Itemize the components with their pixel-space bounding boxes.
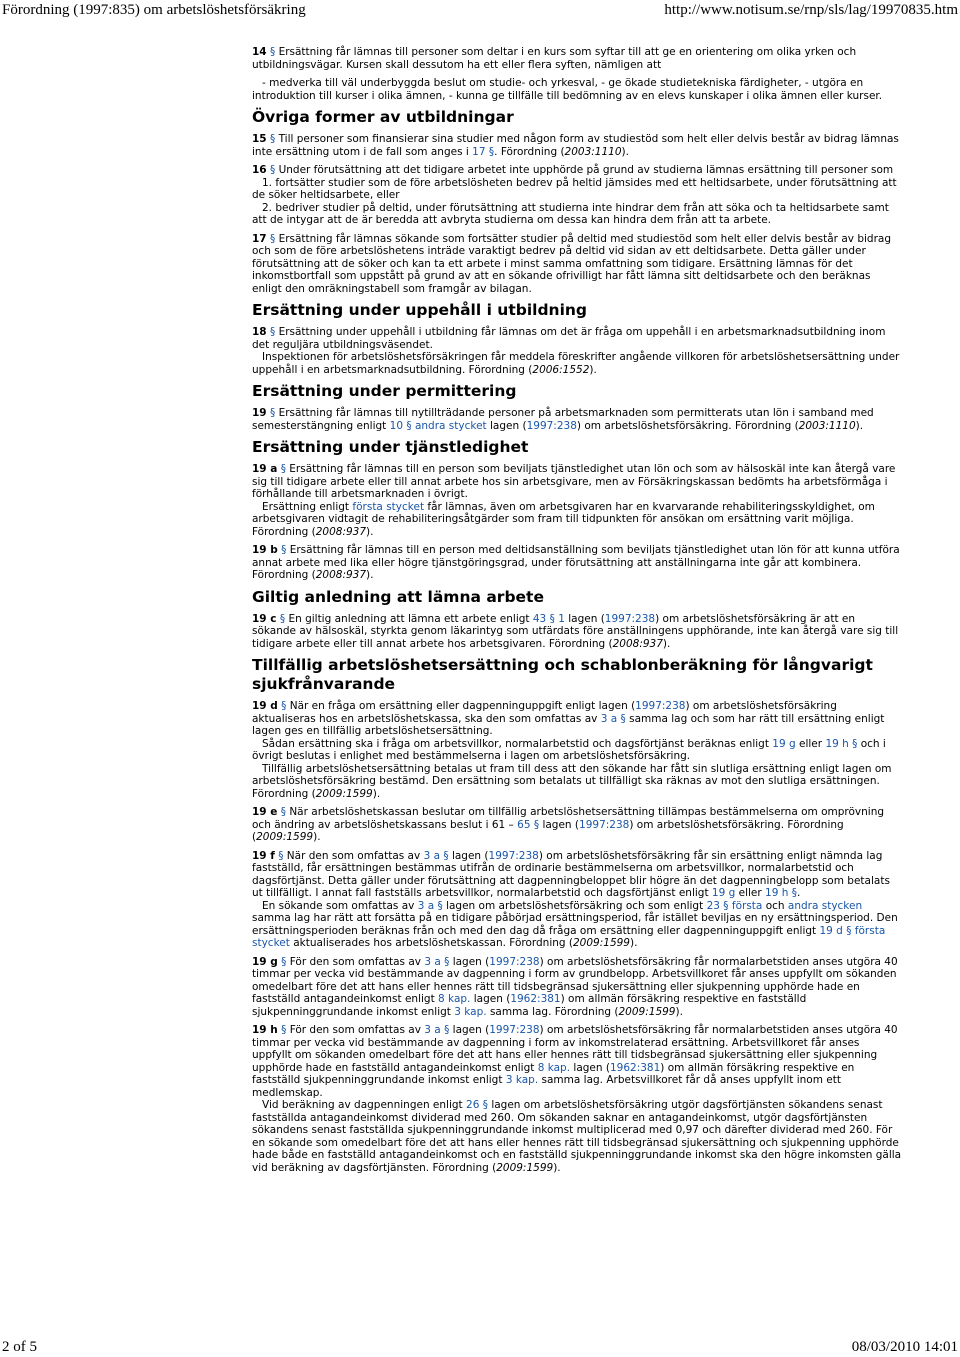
page-number: 2 of 5 <box>2 1339 37 1355</box>
heading-giltig: Giltig anledning att lämna arbete <box>252 587 544 606</box>
section-sign-icon: § <box>437 899 443 912</box>
link-43[interactable]: 43 <box>532 612 547 625</box>
link-1[interactable]: 1 <box>558 612 565 625</box>
paragraph-19a: 19 a § Ersättning får lämnas till en person som beviljats tjänstledighet utan lön och som av hälsoskäl inte kan återgå vare sig till tidigare arbete eller till annat arbete hos sin arbetsgivare, men av Försäkringskassan bedömts ha arbetsförmåga i förhållande till arbetsmarknaden i övrigt. <box>252 463 896 500</box>
section-sign-icon: § <box>281 700 287 712</box>
link-23[interactable]: 23 <box>706 899 720 912</box>
paragraph-19h: 19 h § För den som omfattas av 3 a § lagen (1997:238) om arbetslöshetsförsäkring får normalarbetstiden anses utgöra 40 timmar per vecka vid bestämmande av dagpenning i form av inkomstrelaterad ersättning. Arbetsvillkoret får anses uppfyllt om sökanden omedelbart före det att hans eller hennes rätt till tidsbegränsad sjukersättning eller sjukpenning upphörde hade en fastställd antagandeinkomst enligt 8 kap. lagen (1962:381) om allmän försäkring respektive en fastställd sjukpenninggrundande inkomst enligt 3 kap. samma lag. Arbetsvillkoret får då anses uppfyllt inom ett medlemskap. <box>252 1024 898 1099</box>
link-forsta[interactable]: första <box>731 899 763 912</box>
link-3-kap[interactable]: 3 kap. <box>454 1005 487 1018</box>
link-1997-238[interactable]: 1997:238 <box>604 612 656 625</box>
paragraph-14: 14 § Ersättning får lämnas till personer som deltar i en kurs som syftar till att ge en orientering om olika yrken och utbildningsvägar. Kursen skall dessutom ha ett eller flera syften, nämligen att <box>252 46 857 71</box>
section-sign-icon: § <box>444 1024 450 1036</box>
page-header <box>0 2 960 19</box>
link-10[interactable]: 10 <box>389 419 404 432</box>
link-26[interactable]: 26 <box>466 1099 480 1111</box>
link-17[interactable]: 17 <box>472 145 486 158</box>
section-sign-icon: § <box>279 612 286 625</box>
section-sign-icon: § <box>269 326 276 338</box>
link-3a[interactable]: 3 a <box>424 955 441 968</box>
section-sign-icon: § <box>269 133 276 145</box>
paragraph-19h-2: Vid beräkning av dagpenningen enligt 26 § lagen om arbetslöshetsförsäkring utgör dagsförtjänsten sökandens senast fastställda antagandeinkomst dividerad med 260. Om sökanden saknar en antagandeinkomst, utgör dagsförtjänsten sökandens senast fastställda sjukpenninggrundande inkomst multiplicerad med 0,97 och därefter dividerad med 260. För en sökande som omedelbart före det att hans eller hennes rätt till tidsbegränsad sjukersättning och sjukpenning upphörde hade både en fastställd antagandeinkomst och en fastställd sjukpenninggrundande inkomst ska den högre inkomsten gälla vid beräkning av dagsförtjänsten. Förordning (2009:1599). <box>252 1099 902 1174</box>
link-1997-238[interactable]: 1997:238 <box>526 419 577 432</box>
link-1962-381[interactable]: 1962:381 <box>609 1061 661 1074</box>
paragraph-19f: 19 f § När den som omfattas av 3 a § lagen (1997:238) om arbetslöshetsförsäkring får sin ersättning enligt nämnda lag fastställd, får ersättningen bestämmas utifrån de ordinarie bestämmelserna om arbetsvillkor, normalarbetstid och dagsförtjänst. Detta gäller under förutsättning att dagpenningbeloppet blir högre än det dagpenningbelopp som betalats ut tillfälligt. I annat fall fastställs arbetsvillkor, normalarbetstid och dagsförtjänst enligt 19 g eller 19 h §. <box>252 849 890 899</box>
heading-uppehall: Ersättning under uppehåll i utbildning <box>252 301 588 319</box>
link-19h[interactable]: 19 h <box>825 737 849 750</box>
document-body <box>252 46 902 1180</box>
link-19d[interactable]: 19 d <box>819 924 843 937</box>
paragraph-16: 16 § Under förutsättning att det tidigare arbetet inte upphörde på grund av studierna lämnas ersättning till personer som <box>252 164 894 176</box>
section-sign-icon: § <box>278 849 284 862</box>
paragraph-19g: 19 g § För den som omfattas av 3 a § lagen (1997:238) om arbetslöshetsförsäkring får normalarbetstiden anses utgöra 40 timmar per vecka vid bestämmande av dagpenning i form av grundbelopp. Arbetsvillkoret får anses uppfyllt om sökanden omedelbart före det att hans eller hennes rätt till tidsbegränsad sjukersättning eller sjukpenning upphörde hade en fastställd antagandeinkomst enligt 8 kap. lagen (1962:381) om allmän försäkring respektive en fastställd sjukpenninggrundande inkomst enligt 3 kap. samma lag. Förordning (2009:1599). <box>252 955 898 1018</box>
section-sign-icon: § <box>723 899 729 912</box>
paragraph-19: 19 § Ersättning får lämnas till nytillträdande personer på arbetsmarknaden som permitterats utan lön i samband med semesterstängning enligt 10 § andra stycket lagen (1997:238) om arbetslöshetsförsäkring. Förordning (2003:1110). <box>252 407 874 432</box>
heading-ovriga: Övriga former av utbildningar <box>252 108 514 126</box>
section-sign-icon: § <box>269 407 276 419</box>
link-1997-238[interactable]: 1997:238 <box>488 849 539 862</box>
link-3a[interactable]: 3 a <box>417 899 435 912</box>
page-footer <box>0 1339 960 1356</box>
paragraph-19c: 19 c § En giltig anledning att lämna ett arbete enligt 43 § 1 lagen (1997:238) om arbetslöshetsförsäkring är att en sökande av hälsoskäl, styrkta genom läkarintyg som utfärdats före anställningens upphörande, inte kan återgå vare sig till tidigare arbete eller till annat arbete hos arbetsgivaren. Förordning (2008:937). <box>252 612 899 650</box>
section-sign-icon: § <box>280 463 286 475</box>
paragraph-16-item-2: 2. bedriver studier på deltid, under förutsättning att studierna inte hindrar dem från att söka och ta heltidsarbete samt att de intygar att de är beredda att avbryta studierna om dessa kan hindra dem från att ta arbete. <box>252 201 889 226</box>
link-1997-238[interactable]: 1997:238 <box>635 700 686 712</box>
section-sign-icon: § <box>280 806 286 818</box>
paragraph-19d-3: Tillfällig arbetslöshetsersättning betalas ut fram till dess att den sökande har fått sin slutliga ersättning enligt lagen om arbetslöshetsförsäkring bestämd. Den ersättning som betalats ut tillfälligt ska räknas av mot den slutliga ersättningen. Förordning (2009:1599). <box>252 762 892 800</box>
paragraph-16-item-1: 1. fortsätter studier som de före arbetslösheten bedrev på heltid jämsides med ett heltidsarbete, under förutsättning att de söker heltidsarbete, eller <box>252 176 897 201</box>
section-sign-icon: § <box>852 737 858 750</box>
paragraph-19d: 19 d § När en fråga om ersättning eller dagpenninguppgift enligt lagen (1997:238) om arbetslöshetsförsäkring aktualiseras hos en arbetslöshetskassa, ska den som omfattas av 3 a § samma lag och som har rätt till ersättning enligt lagen ges en tillfällig arbetslöshetsersättning. <box>252 700 885 737</box>
paragraph-19a-2: Ersättning enligt första stycket får lämnas, även om arbetsgivaren har en kvarvarande rehabiliteringsskyldighet, om arbetsgivaren vidtagit de rehabiliteringsåtgärder som fram till tidpunkten för ansökan om ersättning varit möjliga. Förordning (2008:937). <box>252 500 875 538</box>
link-forsta-stycket[interactable]: första stycket <box>252 924 886 949</box>
paragraph-15: 15 § Till personer som finansierar sina studier med någon form av studiestöd som helt eller delvis består av bidrag lämnas inte ersättning utom i de fall som anges i 17 §. Förordning (2003:1110). <box>252 133 899 158</box>
paragraph-18-b: Inspektionen för arbetslöshetsförsäkringen får meddela föreskrifter angående villkoren för arbetslöshetsersättning under uppehåll i en arbetsmarknadsutbildning. Förordning (2006:1552). <box>252 351 900 376</box>
link-8-kap[interactable]: 8 kap. <box>537 1061 571 1074</box>
link-1997-238[interactable]: 1997:238 <box>489 1024 540 1036</box>
section-sign-icon: § <box>281 955 287 968</box>
link-19g[interactable]: 19 g <box>711 887 736 899</box>
heading-permittering: Ersättning under permittering <box>252 382 517 400</box>
section-sign-icon: § <box>533 818 540 831</box>
section-sign-icon: § <box>406 419 412 432</box>
link-1962-381[interactable]: 1962:381 <box>510 993 561 1005</box>
section-sign-icon: § <box>846 924 852 937</box>
section-sign-icon: § <box>444 955 450 968</box>
heading-tillfallig: Tillfällig arbetslöshetsersättning och schablonberäkning för långvarigt sjukfrånvarande <box>252 656 873 693</box>
section-sign-icon: § <box>269 46 276 58</box>
paragraph-18: 18 § Ersättning under uppehåll i utbildning får lämnas om det är fråga om uppehåll i en arbetsmarknadsutbildning inom det reguljära utbildningsväsendet. <box>252 326 886 351</box>
section-sign-icon: § <box>281 1024 287 1036</box>
link-1997-238[interactable]: 1997:238 <box>489 955 540 968</box>
link-andra-stycket[interactable]: andra stycket <box>414 419 487 432</box>
paragraph-19e: 19 e § När arbetslöshetskassan beslutar om tillfällig arbetslöshetsersättning tillämpas bestämmelserna om omprövning och ändring av arbetslöshetskassans beslut i 61 – 65 § lagen (1997:238) om arbetslöshetsförsäkring. Förordning (2009:1599). <box>252 806 885 843</box>
section-sign-icon: § <box>269 232 276 245</box>
section-sign-icon: § <box>488 145 495 158</box>
section-sign-icon: § <box>269 164 276 176</box>
link-8-kap[interactable]: 8 kap. <box>438 993 471 1005</box>
link-65[interactable]: 65 <box>517 818 531 831</box>
section-sign-icon: § <box>620 712 626 725</box>
paragraph-14-list: - medverka till väl underbyggda beslut om studie- och yrkesval, - ge ökade studietekniska färdigheter, - utgöra en introduktion till kurser i olika ämnen, - kunna ge tillfälle till bedömning av en elevs kunskaper i olika ämnen eller kurser. <box>252 77 883 102</box>
link-3a[interactable]: 3 a <box>600 712 618 725</box>
link-3-kap[interactable]: 3 kap. <box>505 1074 539 1086</box>
paragraph-19b: 19 b § Ersättning får lämnas till en person med deltidsanställning som beviljats tjänstledighet utan lön för att kunna utföra annat arbete med lika eller högre tjänstgöringsgrad, under förutsättning att anställningarna inte går att kombinera. Förordning (2008:937). <box>252 544 900 581</box>
link-3a[interactable]: 3 a <box>423 849 441 862</box>
section-sign-icon: § <box>281 544 287 556</box>
link-1997-238[interactable]: 1997:238 <box>579 818 630 831</box>
section-sign-icon: § <box>549 612 555 625</box>
print-datetime: 08/03/2010 14:01 <box>851 1339 958 1355</box>
page-url: http://www.notisum.se/rnp/sls/lag/19970835.htm <box>664 2 958 18</box>
section-sign-icon: § <box>482 1099 488 1111</box>
section-sign-icon: § <box>791 887 797 899</box>
paragraph-19f-2: En sökande som omfattas av 3 a § lagen om arbetslöshetsförsäkring och som enligt 23 § första och andra stycken samma lag har rätt att forsätta på en tidigare påbörjad ersättningsperiod, får istället beviljas en ny ersättningsperiod. Den ersättningsperioden beräknas från och med den dag då fråga om ersättning eller dagpenninguppgift enligt 19 d § första stycket aktualiserades hos arbetslöshetskassan. Förordning (2009:1599). <box>252 899 898 949</box>
heading-tjanstledighet: Ersättning under tjänstledighet <box>252 438 529 456</box>
paragraph-17: 17 § Ersättning får lämnas sökande som fortsätter studier på deltid med studiestöd som helt eller delvis består av bidrag och som de före arbetslöshetens inträde varaktigt bedrev på deltid vid sidan av ett deltidsarbete. Detta gäller under förutsättning att de söker och kan ta ett arbete i minst samma omfattning som tidigare. Ersättning lämnas för det inkomstbortfall som uppstått på grund av att en sökande ofrivilligt har fått lämna sitt deltidsarbete och den beräknas enligt den omräkningstabell som framgår av bilagan. <box>252 232 891 295</box>
paragraph-19d-2: Sådan ersättning ska i fråga om arbetsvillkor, normalarbetstid och dagsförtjänst beräknas enligt 19 g eller 19 h § och i övrigt beslutas i enlighet med bestämmelserna i lagen om arbetslöshetsförsäkring. <box>252 737 886 762</box>
link-19g[interactable]: 19 g <box>772 737 796 750</box>
link-3a[interactable]: 3 a <box>424 1024 441 1036</box>
link-andra-stycken[interactable]: andra stycken <box>787 899 863 912</box>
section-sign-icon: § <box>443 849 449 862</box>
document-title: Förordning (1997:835) om arbetslöshetsförsäkring <box>2 2 306 18</box>
link-19h[interactable]: 19 h <box>765 887 789 899</box>
link-forsta-stycket[interactable]: första stycket <box>352 500 425 513</box>
